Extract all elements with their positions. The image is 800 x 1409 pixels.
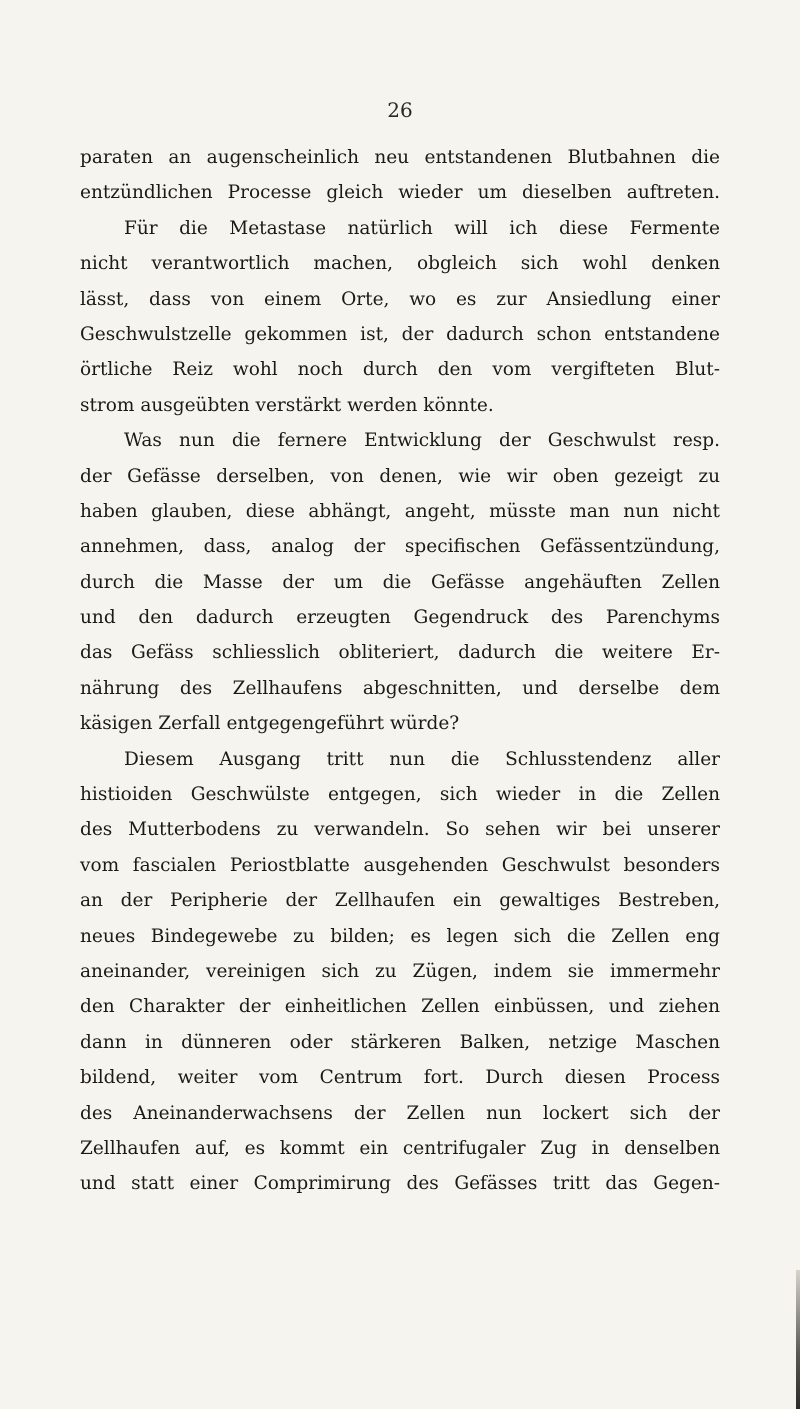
text-line: des Aneinanderwachsens der Zellen nun lockert sich der	[80, 1102, 720, 1124]
text-line: und statt einer Comprimirung des Gefässes tritt das Gegen-	[80, 1173, 720, 1195]
text-line: aneinander, vereinigen sich zu Zügen, indem sie immermehr	[80, 960, 720, 982]
text-line: des Mutterbodens zu verwandeln. So sehen wir bei unserer	[80, 819, 720, 841]
text-line: Diesem Ausgang tritt nun die Schlusstendenz aller	[124, 748, 720, 770]
text-line: Geschwulstzelle gekommen ist, der dadurch schon entstandene	[80, 323, 720, 345]
text-line: an der Peripherie der Zellhaufen ein gewaltiges Bestreben,	[80, 890, 720, 912]
text-line: paraten an augenscheinlich neu entstandenen Blutbahnen die	[80, 147, 720, 168]
text-line: dann in dünneren oder stärkeren Balken, netzige Maschen	[80, 1031, 720, 1053]
text-line: neues Bindegewebe zu bilden; es legen sich die Zellen eng	[80, 925, 720, 947]
text-line: entzündlichen Processe gleich wieder um dieselben auftreten.	[80, 182, 720, 204]
text-line: durch die Masse der um die Gefässe angehäuften Zellen	[80, 571, 720, 593]
text-line: der Gefässe derselben, von denen, wie wir oben gezeigt zu	[80, 465, 720, 487]
text-line: vom fascialen Periostblatte ausgehenden Geschwulst besonders	[80, 854, 720, 876]
text-line: und den dadurch erzeugten Gegendruck des Parenchyms	[80, 607, 720, 629]
text-line: histioiden Geschwülste entgegen, sich wieder in die Zellen	[80, 784, 720, 806]
text-line: Zellhaufen auf, es kommt ein centrifugaler Zug in denselben	[80, 1137, 720, 1159]
text-line: haben glauben, diese abhängt, angeht, müsste man nun nicht	[80, 500, 720, 522]
scan-edge-shadow	[796, 1270, 800, 1409]
text-line: strom ausgeübten verstärkt werden könnte.	[80, 394, 494, 416]
text-line: nährung des Zellhaufens abgeschnitten, und derselbe dem	[80, 677, 720, 699]
text-line: Was nun die fernere Entwicklung der Geschwulst resp.	[124, 430, 720, 452]
text-line: den Charakter der einheitlichen Zellen einbüssen, und ziehen	[80, 996, 720, 1018]
text-line: annehmen, dass, analog der specifischen Gefässentzündung,	[80, 536, 720, 558]
text-line: örtliche Reiz wohl noch durch den vom vergifteten Blut-	[80, 359, 720, 381]
text-line: bildend, weiter vom Centrum fort. Durch diesen Process	[80, 1067, 720, 1089]
page-number: 26	[387, 98, 413, 122]
text-line: lässt, dass von einem Orte, wo es zur Ansiedlung einer	[80, 288, 720, 310]
body-text	[80, 140, 720, 1202]
text-line: das Gefäss schliesslich obliteriert, dadurch die weitere Er-	[80, 642, 720, 664]
text-line: Für die Metastase natürlich will ich diese Fermente	[124, 217, 720, 239]
text-line: nicht verantwortlich machen, obgleich sich wohl denken	[80, 253, 720, 275]
text-line: käsigen Zerfall entgegengeführt würde?	[80, 713, 460, 735]
